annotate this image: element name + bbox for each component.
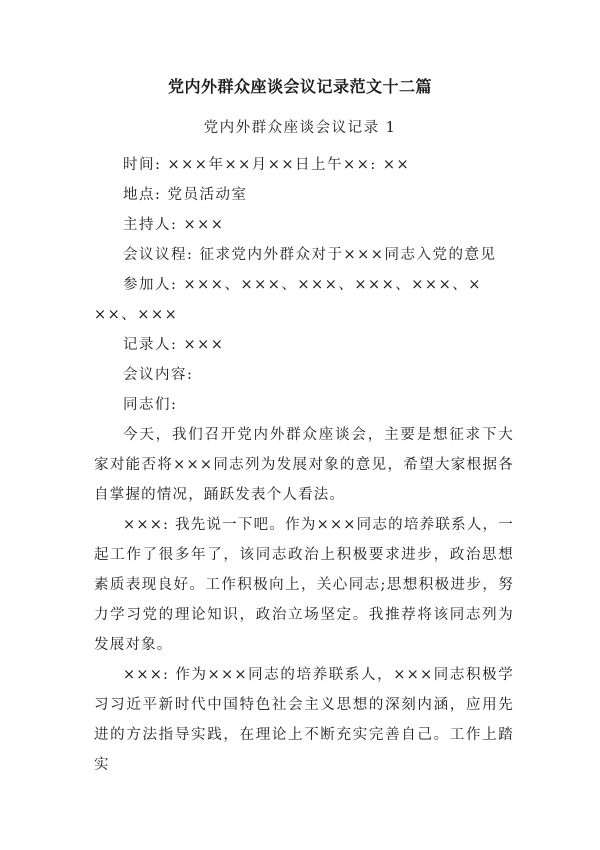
- meeting-participants-cont: ××、×××: [94, 307, 179, 323]
- meeting-content-label: 会议内容:: [123, 367, 194, 383]
- paragraph-speaker-1: ×××: 我先说一下吧。作为×××同志的培养联系人，一起工作了很多年了，该同志政治上积极要求进步，政治思想素质表现良好。工作积极向上，关心同志;思想积极进步，努力学习党的理论知识，政治立场坚定。我推荐将该同志列为发展对象。: [94, 517, 514, 653]
- meeting-host: 主持人: ×××: [123, 217, 225, 233]
- paragraph-opening: 今天，我们召开党内外群众座谈会，主要是想征求下大家对能否将×××同志列为发展对象的意见，希望大家根据各自掌握的情况，踊跃发表个人看法。: [94, 427, 514, 503]
- paragraph-speaker-2: ×××: 作为×××同志的培养联系人，×××同志积极学习习近平新时代中国特色社会主义思想的深刻内涵，应用先进的方法指导实践，在理论上不断充实完善自己。工作上踏实: [94, 667, 514, 773]
- greeting: 同志们:: [123, 397, 178, 413]
- meeting-recorder: 记录人: ×××: [123, 337, 225, 353]
- document-subtitle: 党内外群众座谈会议记录 1: [203, 120, 397, 136]
- document-body: [94, 150, 514, 780]
- meeting-time: 时间: ×××年××月××日上午××: ××: [123, 157, 411, 173]
- meeting-agenda: 会议议程: 征求党内外群众对于×××同志入党的意见: [123, 247, 497, 263]
- meeting-place: 地点: 党员活动室: [123, 187, 248, 203]
- document-title: 党内外群众座谈会议记录范文十二篇: [167, 77, 432, 96]
- meeting-participants: 参加人: ×××、×××、×××、×××、×××、×: [123, 277, 482, 293]
